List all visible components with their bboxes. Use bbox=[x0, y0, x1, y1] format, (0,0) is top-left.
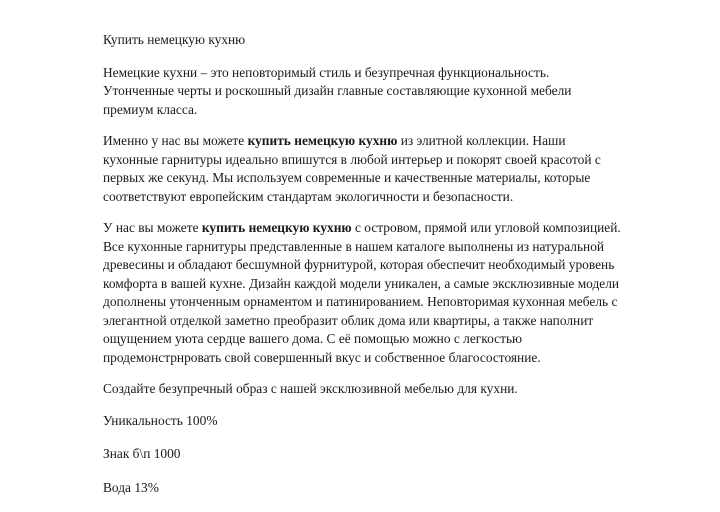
paragraph-collection-line-3: первых же секунд. Мы используем современные и качественные материалы, которые bbox=[103, 170, 591, 185]
text-segment: У нас вы можете bbox=[103, 220, 202, 235]
paragraph-catalog-line-1 bbox=[103, 219, 693, 238]
paragraph-catalog-line-7: ощущением уюта сердце вашего дома. С её помощью можно с легкостью bbox=[103, 331, 523, 346]
paragraph-catalog-line-2: Все кухонные гарнитуры представленные в нашем каталоге выполнены из натуральной bbox=[103, 238, 605, 254]
paragraph-catalog-line-8: продемонстрнровать свой совершенный вкус и собственное благосостояние. bbox=[103, 349, 541, 365]
paragraph-intro-line-3: премиум класса. bbox=[103, 101, 198, 117]
keyword-bold: купить немецкую кухню bbox=[247, 133, 398, 148]
text-segment: из элитной коллекции. Наши bbox=[397, 133, 566, 148]
text-segment: Именно у нас вы можете bbox=[103, 133, 248, 148]
paragraph-collection bbox=[103, 132, 693, 206]
paragraph-catalog-line-3: древесины и обладают бесшумной фурнитурой, которая обеспечит необходимый уровень bbox=[103, 257, 615, 272]
water-stat: Вода 13% bbox=[103, 479, 159, 495]
paragraph-intro bbox=[103, 64, 693, 120]
paragraph-intro-line-2: Утонченные черты и роскошный дизайн главные составляющие кухонной мебели bbox=[103, 83, 572, 98]
text-segment: с островом, прямой или угловой композицией. bbox=[351, 220, 621, 235]
keyword-bold: купить немецкую кухню bbox=[201, 220, 352, 235]
paragraph-closing: Создайте безупречный образ с нашей эксклюзивной мебелью для кухни. bbox=[103, 381, 518, 396]
paragraph-collection-line-4: соответствуют европейским стандартам экологичности и безопасности. bbox=[103, 188, 514, 204]
document-body bbox=[103, 31, 693, 512]
paragraph-catalog-line-5: дополнены утонченным орнаментом и патинированием. Неповторимая кухонная мебель с bbox=[103, 294, 618, 309]
paragraph-intro-line-1: Немецкие кухни – это неповторимый стиль и безупречная функциональность. bbox=[103, 64, 550, 80]
paragraph-catalog-line-4: комфорта в вашей кухне. Дизайн каждой модели уникален, а самые эксклюзивные модели bbox=[103, 275, 620, 291]
paragraph-collection-line-2: кухонные гарнитуры идеально впишутся в любой интерьер и покорят своей красотой с bbox=[103, 151, 601, 167]
paragraph-catalog bbox=[103, 219, 693, 367]
paragraph-catalog-line-6: элегантной отделкой заметно преобразит облик дома или квартиры, а также наполнит bbox=[103, 312, 594, 328]
document-title: Купить немецкую кухню bbox=[103, 32, 246, 47]
uniqueness-stat: Уникальность 100% bbox=[103, 412, 218, 428]
paragraph-collection-line-1 bbox=[103, 132, 693, 151]
char-count-stat: Знак б\п 1000 bbox=[103, 446, 181, 461]
